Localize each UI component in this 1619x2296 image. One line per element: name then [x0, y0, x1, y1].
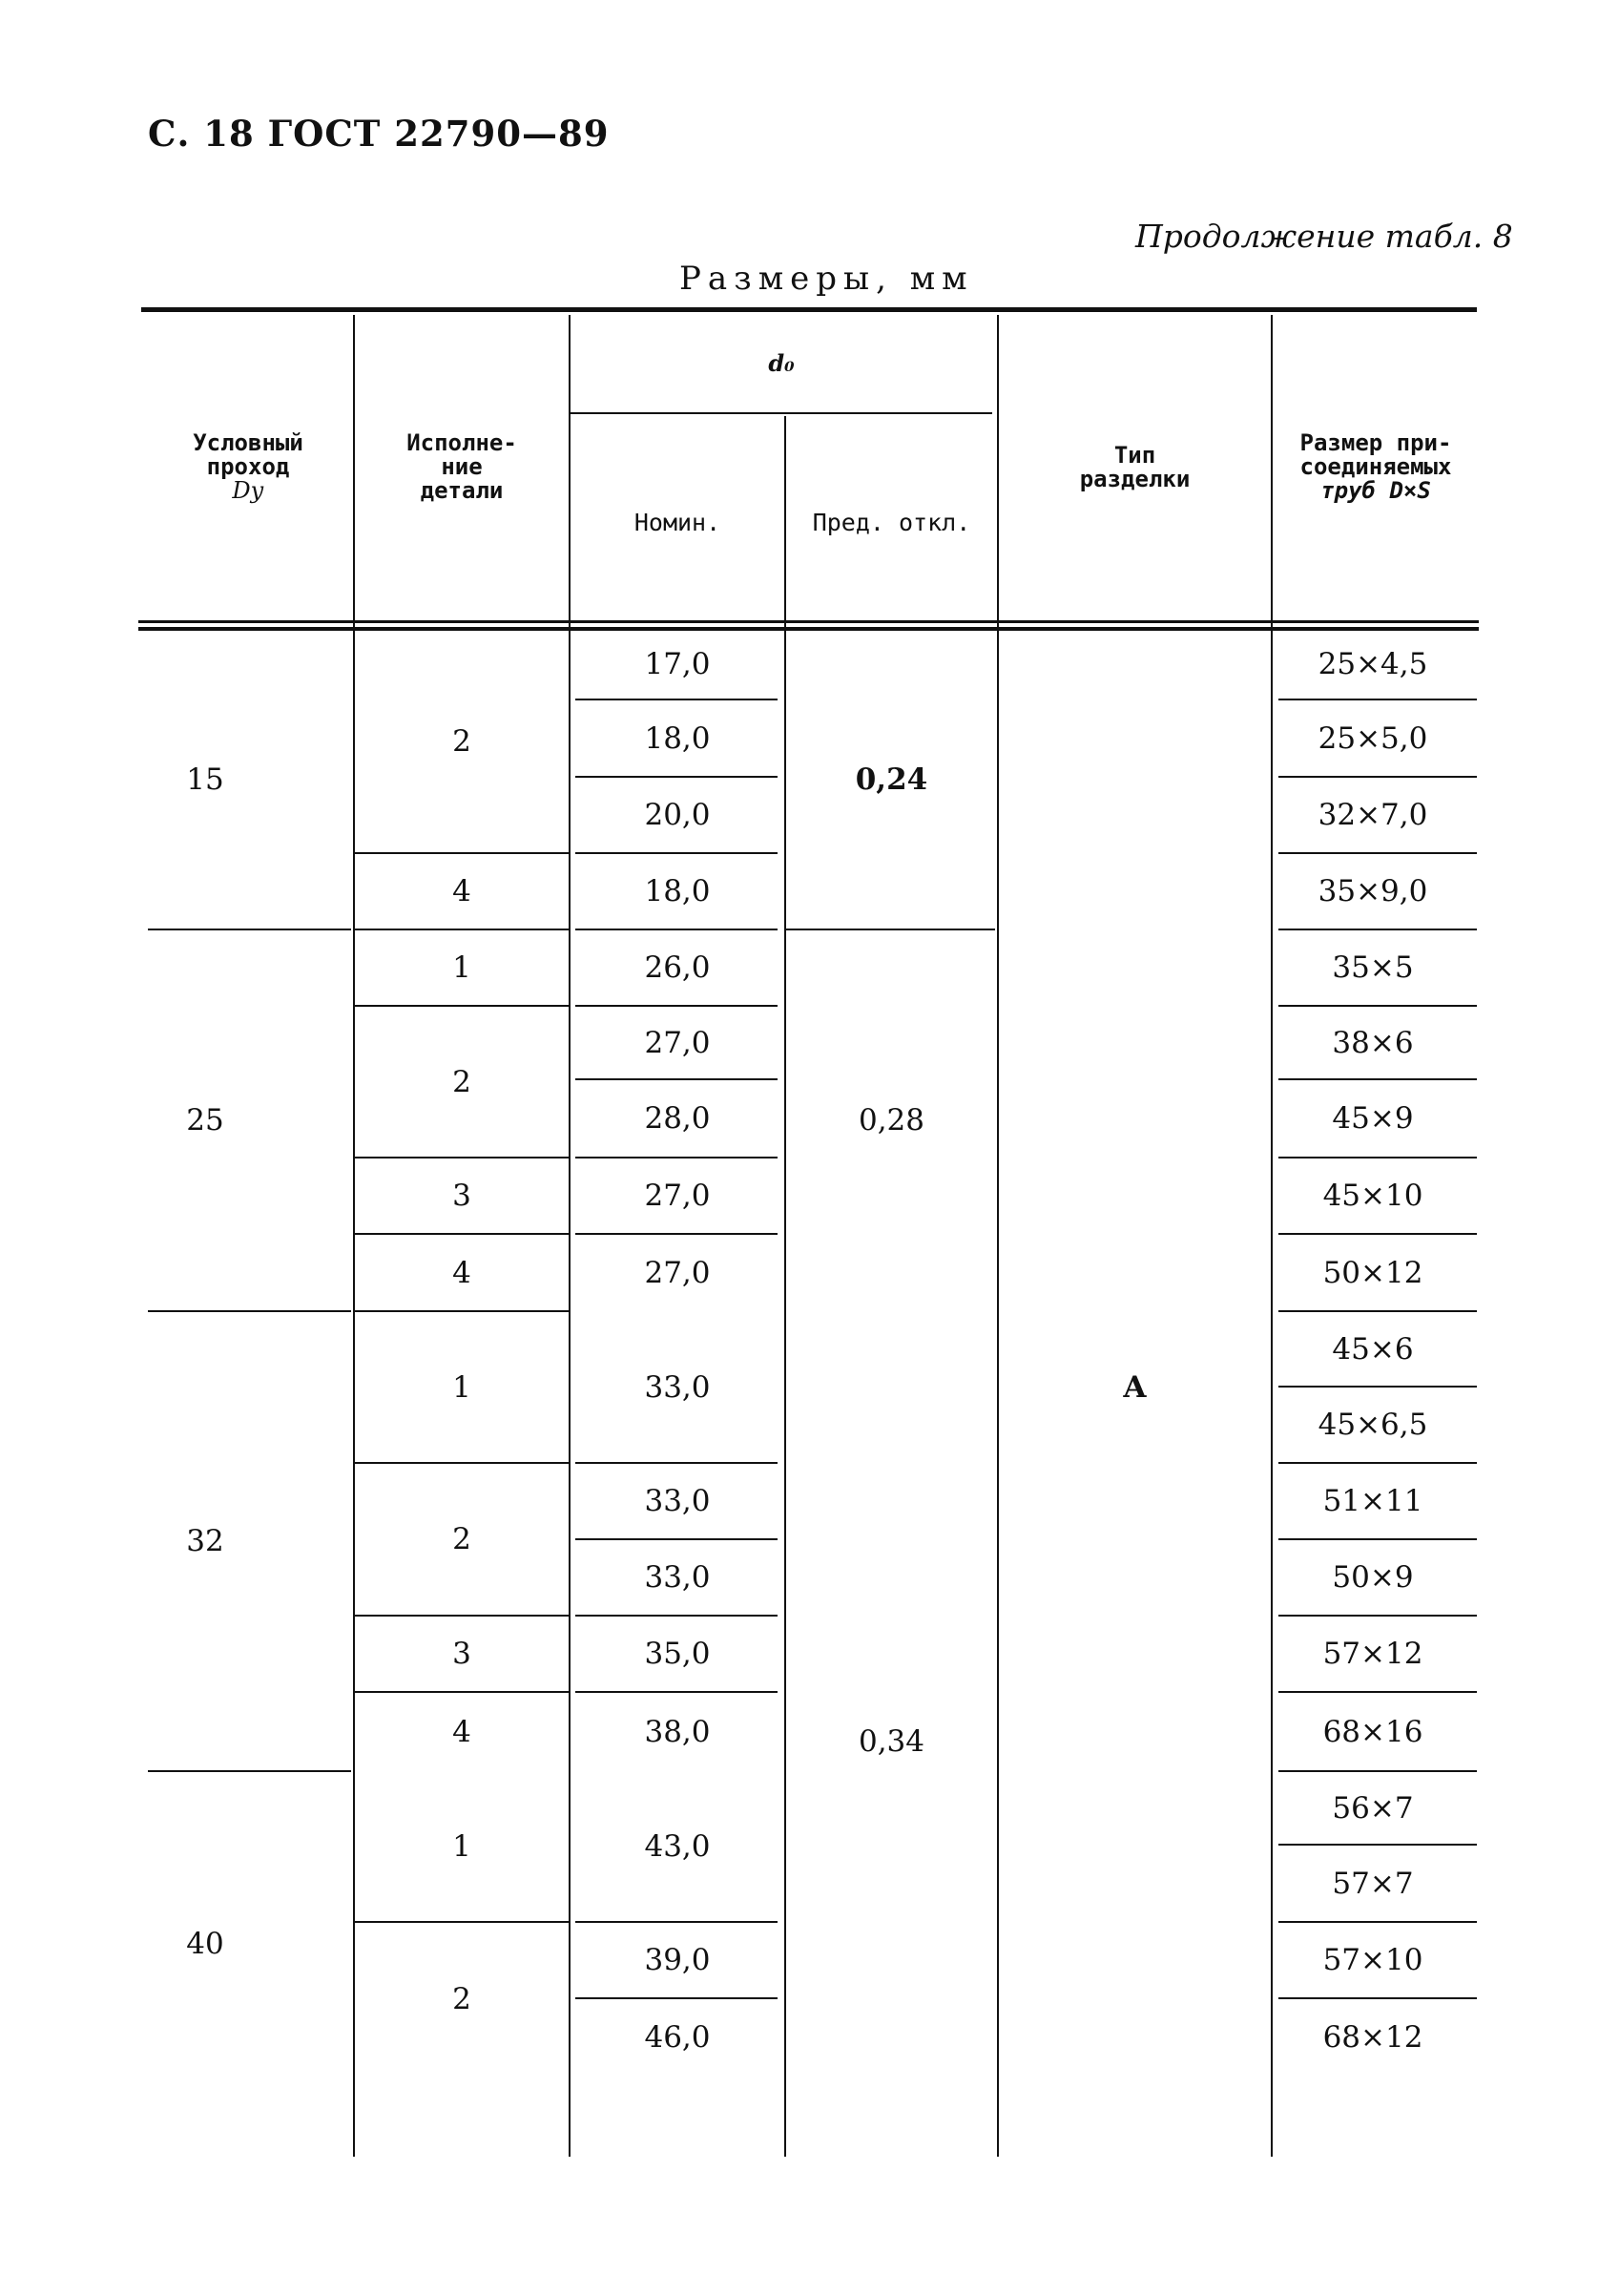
- nominal-value: 33,0: [644, 1369, 711, 1405]
- header-dy-line2: проход: [206, 453, 290, 480]
- nominal-value: 18,0: [644, 720, 711, 756]
- pipe-size-value: 25×4,5: [1318, 647, 1428, 681]
- groove-type-value: А: [1122, 1369, 1148, 1405]
- nominal-value: 39,0: [644, 1943, 711, 1977]
- pipe-size-value: 50×12: [1322, 1255, 1423, 1290]
- nominal-value: 28,0: [644, 1101, 711, 1136]
- header-variant: [355, 431, 569, 503]
- d0-subheader-line: [571, 412, 992, 414]
- header-dy: [143, 431, 353, 503]
- header-tolerance: Пред. откл.: [812, 509, 971, 536]
- dy-value: 25: [186, 1103, 224, 1138]
- pipe-size-value: 68×16: [1322, 1714, 1423, 1749]
- dy-value: 15: [186, 762, 224, 797]
- header-pipe: [1273, 431, 1479, 503]
- nominal-value: 38,0: [644, 1714, 711, 1749]
- nominal-value: 33,0: [644, 1560, 711, 1595]
- nominal-value: 27,0: [644, 1025, 711, 1060]
- nominal-value: 20,0: [644, 798, 711, 832]
- pipe-size-value: 51×11: [1322, 1484, 1423, 1518]
- pipe-size-value: 45×10: [1322, 1179, 1423, 1213]
- header-d0: d₀: [768, 349, 795, 377]
- header-dy-line1: Условный: [193, 429, 303, 456]
- units-label: Размеры, мм: [679, 260, 974, 298]
- pipe-size-value: 32×7,0: [1318, 798, 1428, 832]
- header-type: [999, 444, 1271, 491]
- header-dy-line3: Dу: [232, 477, 264, 504]
- header-nominal: Номин.: [633, 509, 721, 536]
- variant-value: 1: [452, 950, 471, 985]
- header-variant-line3: детали: [420, 477, 504, 504]
- pipe-size-value: 45×9: [1332, 1101, 1414, 1136]
- tolerance-value: 0,34: [858, 1724, 925, 1759]
- pipe-size-value: 56×7: [1332, 1790, 1414, 1826]
- pipe-size-value: 68×12: [1322, 2020, 1423, 2055]
- variant-value: 3: [452, 1637, 471, 1671]
- variant-value: 2: [452, 1064, 471, 1099]
- variant-value: 2: [452, 723, 471, 759]
- nominal-value: 17,0: [644, 647, 711, 681]
- variant-value: 4: [452, 1255, 471, 1290]
- header-variant-line1: Исполне-: [406, 429, 517, 456]
- variant-value: 2: [452, 1522, 471, 1556]
- header-type-line1: Тип: [1113, 442, 1156, 469]
- page-header: С. 18 ГОСТ 22790—89: [148, 113, 610, 155]
- nominal-value: 43,0: [644, 1829, 711, 1864]
- col-divider-4: [997, 315, 999, 2157]
- nominal-value: 33,0: [644, 1484, 711, 1518]
- header-variant-line2: ние: [441, 453, 483, 480]
- pipe-size-value: 45×6,5: [1318, 1408, 1428, 1442]
- dy-value: 40: [186, 1927, 224, 1961]
- pipe-size-value: 25×5,0: [1318, 720, 1428, 756]
- pipe-size-value: 45×6: [1332, 1331, 1414, 1367]
- header-pipe-line2: соединяемых: [1299, 453, 1452, 480]
- pipe-size-value: 57×12: [1322, 1637, 1423, 1671]
- header-separator: [138, 620, 1479, 623]
- header-type-line2: разделки: [1079, 466, 1191, 492]
- nominal-value: 35,0: [644, 1637, 711, 1671]
- nominal-value: 46,0: [644, 2020, 711, 2055]
- variant-value: 4: [452, 1714, 471, 1749]
- pipe-size-value: 38×6: [1332, 1025, 1414, 1060]
- dy-value: 32: [186, 1524, 224, 1558]
- table-continuation-label: Продолжение табл. 8: [1135, 218, 1513, 255]
- variant-value: 4: [452, 874, 471, 908]
- variant-value: 1: [452, 1829, 471, 1864]
- pipe-size-value: 35×9,0: [1318, 874, 1428, 908]
- pipe-size-value: 35×5: [1332, 950, 1414, 985]
- table-top-border: [141, 307, 1477, 312]
- nominal-value: 26,0: [644, 950, 711, 985]
- nominal-value: 27,0: [644, 1179, 711, 1213]
- pipe-size-value: 57×10: [1322, 1943, 1423, 1977]
- pipe-size-value: 50×9: [1332, 1560, 1414, 1595]
- variant-value: 2: [452, 1982, 471, 2016]
- variant-value: 1: [452, 1369, 471, 1405]
- tolerance-value: 0,28: [858, 1103, 925, 1138]
- nominal-value: 18,0: [644, 874, 711, 908]
- variant-value: 3: [452, 1179, 471, 1213]
- pipe-size-value: 57×7: [1332, 1866, 1414, 1901]
- header-pipe-line3: труб D×S: [1320, 477, 1431, 504]
- tolerance-value: 0,24: [855, 762, 928, 797]
- header-pipe-line1: Размер при-: [1299, 429, 1452, 456]
- nominal-value: 27,0: [644, 1255, 711, 1290]
